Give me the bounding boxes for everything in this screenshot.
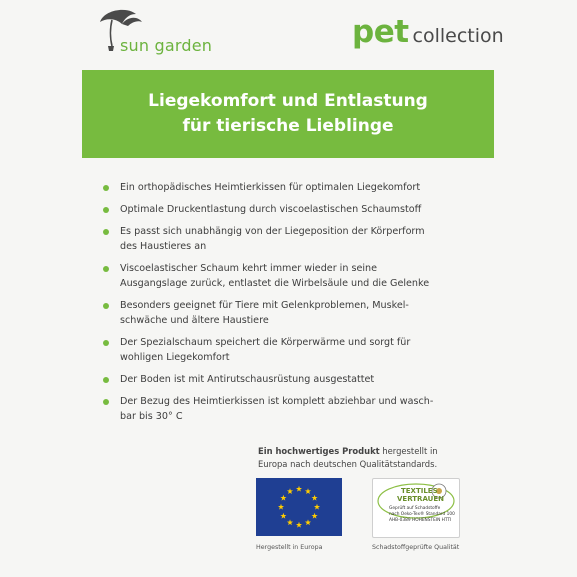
feature-text: schwäche und ältere Haustiere	[120, 315, 269, 327]
eu-flag	[256, 478, 342, 536]
feature-item	[101, 394, 481, 425]
quality-line-1	[258, 445, 498, 458]
collection-word: collection	[412, 25, 504, 47]
eu-star	[305, 488, 311, 494]
textiles-line-1: TEXTILES	[401, 487, 438, 495]
feature-text: Der Boden ist mit Antirutschausrüstung ausgestattet	[120, 373, 375, 385]
bullet-icon	[103, 229, 109, 235]
eu-star	[305, 519, 311, 525]
feature-text: Besonders geeignet für Tiere mit Gelenkproblemen, Muskel-	[120, 299, 409, 311]
bullet-icon	[103, 340, 109, 346]
feature-text: Der Spezialschaum speichert die Körperwärme und sorgt für	[120, 336, 411, 348]
feature-item	[101, 372, 481, 387]
feature-item	[101, 335, 481, 366]
feature-item	[101, 224, 481, 255]
bullet-icon	[103, 303, 109, 309]
eu-stars-icon	[256, 478, 342, 536]
textiles-line-5: AHB-0389 HOHENSTEIN HTTI	[389, 518, 452, 523]
feature-item	[101, 298, 481, 329]
pet-word: pet	[352, 14, 409, 50]
sun-garden-logo	[98, 6, 228, 62]
bullet-icon	[103, 207, 109, 213]
feature-text: des Haustieres an	[120, 240, 207, 252]
feature-item	[101, 180, 481, 195]
feature-text: Der Bezug des Heimtierkissen ist komplett abziehbar und wasch-	[120, 395, 434, 407]
quality-rest: hergestellt in	[379, 446, 438, 456]
eu-star	[280, 495, 286, 501]
headline-line-2: für tierische Lieblinge	[182, 116, 394, 136]
feature-item	[101, 261, 481, 292]
headline-line-1: Liegekomfort und Entlastung	[148, 91, 428, 111]
textiles-vertrauen-badge	[372, 478, 460, 538]
feature-text: Viscoelastischer Schaum kehrt immer wieder in seine	[120, 262, 378, 274]
eu-star	[296, 486, 302, 492]
logo-text: sun garden	[120, 36, 213, 55]
eu-star	[296, 522, 302, 528]
header	[0, 0, 577, 70]
eu-star	[280, 513, 286, 519]
eu-caption: Hergestellt in Europa	[256, 544, 323, 551]
eu-star	[278, 504, 284, 510]
textiles-line-2: VERTRAUEN	[397, 495, 444, 503]
feature-text: Ein orthopädisches Heimtierkissen für optimalen Liegekomfort	[120, 182, 421, 193]
feature-list	[101, 180, 481, 424]
headline-banner	[82, 70, 494, 158]
quality-line-2: Europa nach deutschen Qualitätstandards.	[258, 458, 438, 469]
bullet-icon	[103, 266, 109, 272]
feature-item	[101, 202, 481, 217]
quality-statement	[258, 445, 498, 470]
textiles-line-3: Geprüft auf Schadstoffe	[389, 506, 441, 511]
feature-text: wohligen Liegekomfort	[120, 352, 230, 364]
bullet-icon	[103, 185, 109, 191]
feature-text: Es passt sich unabhängig von der Liegeposition der Körperform	[120, 225, 425, 237]
eu-star	[312, 513, 318, 519]
eu-star	[287, 519, 293, 525]
eu-star	[287, 488, 293, 494]
pet-collection-logo	[352, 14, 504, 50]
eu-star	[312, 495, 318, 501]
bullet-icon	[103, 399, 109, 405]
textiles-caption: Schadstoffgeprüfte Qualität	[372, 544, 460, 551]
feature-text: bar bis 30° C	[120, 411, 183, 423]
textiles-line-4: nach Oeko-Tex® Standard 100	[389, 512, 455, 517]
bullet-icon	[103, 377, 109, 383]
feature-text: Ausgangslage zurück, entlastet die Wirbelsäule und die Gelenke	[120, 277, 430, 289]
quality-bold: Ein hochwertiges Produkt	[258, 446, 380, 456]
feature-text: Optimale Druckentlastung durch viscoelastischen Schaumstoff	[120, 203, 422, 215]
eu-star	[314, 504, 320, 510]
